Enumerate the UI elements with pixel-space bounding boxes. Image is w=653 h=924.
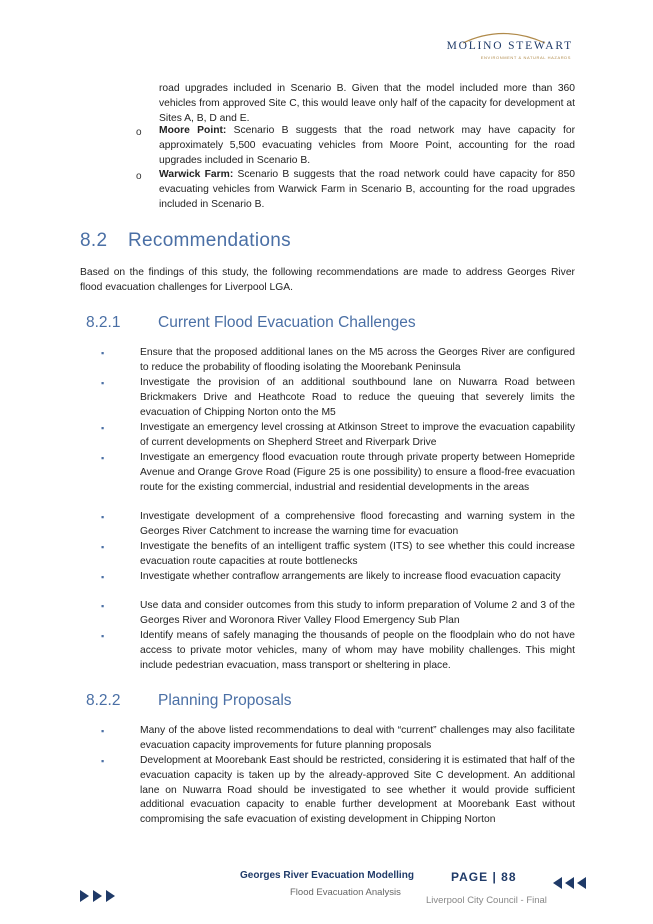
- bullet-marker: ▪: [101, 348, 105, 358]
- section-number: 8.2: [80, 230, 108, 251]
- back-arrows-icon: [553, 876, 589, 890]
- sub-bullet-heading: Moore Point:: [159, 125, 227, 136]
- bullet-marker: ▪: [101, 726, 105, 736]
- bullet-marker: ▪: [101, 542, 105, 552]
- logo-name: MOLINO STEWART: [446, 40, 573, 52]
- list-item: Development at Moorebank East should be restricted, considering it is estimated that half of the evacuation capacity is taken up by the already-approved Site C development. An additional lane on Nuwarra Road should be investigated to see whether it would provide sufficient additional evacuation capacity to enable further development at Moorebank East without compromising the safe evacuation of existing development in Chipping Norton: [140, 755, 575, 826]
- bullet-marker: ▪: [101, 512, 105, 522]
- footer-document-subtitle: Flood Evacuation Analysis: [290, 887, 401, 898]
- list-item: Use data and consider outcomes from this study to inform preparation of Volume 2 and 3 of the Georges River and Woronora River Valley Flood Emergency Sub Plan: [140, 600, 575, 626]
- footer-client: Liverpool City Council - Final: [426, 895, 547, 906]
- footer-document-title: Georges River Evacuation Modelling: [240, 870, 414, 881]
- page-number: PAGE | 88: [451, 870, 517, 884]
- subsection-title: Planning Proposals: [158, 692, 292, 709]
- bullet-marker: ▪: [101, 453, 105, 463]
- bullet-marker: ▪: [101, 631, 105, 641]
- bullet-marker: ▪: [101, 378, 105, 388]
- list-item: Identify means of safely managing the thousands of people on the floodplain who do not have access to private motor vehicles, many of whom may have mobility challenges. This might include pedestrian evacuation, mass transport or sheltering in place.: [140, 630, 575, 671]
- sub-bullet-moore-point: [159, 124, 575, 168]
- bullet-marker: ▪: [101, 572, 105, 582]
- bullet-marker: ▪: [101, 423, 105, 433]
- sub-bullet-marker: o: [136, 171, 142, 182]
- bullet-marker: ▪: [101, 756, 105, 766]
- section-title: Recommendations: [128, 230, 291, 251]
- sub-bullet-marker: o: [136, 127, 142, 138]
- section-intro: Based on the findings of this study, the following recommendations are made to address Georges River flood evacuation challenges for Liverpool LGA.: [80, 267, 575, 293]
- sub-bullet-text: Scenario B suggests that the road network could have capacity for 850 evacuating vehicles from Warwick Farm in Scenario B, accounting for the road upgrades included in Scenario B.: [159, 169, 575, 210]
- list-item: Ensure that the proposed additional lanes on the M5 across the Georges River are configured to reduce the probability of flooding isolating the Moorebank Peninsula: [140, 347, 575, 373]
- list-item: Investigate the benefits of an intelligent traffic system (ITS) to see whether this could increase evacuation route capacities at route bottlenecks: [140, 541, 575, 567]
- intro-continuation: road upgrades included in Scenario B. Given that the model included more than 360 vehicles from approved Site C, this would leave only half of the capacity for development at Sites A, B, D and E.: [159, 83, 575, 124]
- sub-bullet-heading: Warwick Farm:: [159, 169, 234, 180]
- sub-bullet-text: Scenario B suggests that the road network may have capacity for approximately 5,500 evacuating vehicles from Moore Point, accounting for the road upgrades included in Scenario B.: [159, 125, 575, 166]
- subsection-heading: [86, 314, 416, 332]
- logo-tagline: ENVIRONMENT & NATURAL HAZARDS: [480, 55, 571, 60]
- sub-bullet-warwick-farm: [159, 168, 575, 212]
- list-item: Investigate an emergency flood evacuation route through private property between Homepride Avenue and Orange Grove Road (Figure 25 is one possibility) to ensure a flood-free evacuation route for the existing commercial, industrial and residential developments in the areas: [140, 452, 575, 493]
- subsection-heading: [86, 692, 292, 710]
- list-item: Many of the above listed recommendations to deal with “current” challenges may also facilitate evacuation capacity improvements for future planning proposals: [140, 725, 575, 751]
- list-item: Investigate whether contraflow arrangements are likely to increase flood evacuation capacity: [140, 571, 561, 582]
- bullet-marker: ▪: [101, 601, 105, 611]
- subsection-number: 8.2.1: [86, 314, 121, 331]
- list-item: Investigate an emergency level crossing at Atkinson Street to improve the evacuation capability of current developments on Shepherd Street and Riverpark Drive: [140, 422, 575, 448]
- forward-arrows-icon: [80, 889, 120, 903]
- subsection-title: Current Flood Evacuation Challenges: [158, 314, 416, 331]
- company-logo: [433, 30, 573, 62]
- section-heading: [80, 230, 291, 252]
- subsection-number: 8.2.2: [86, 692, 121, 709]
- list-item: Investigate development of a comprehensive flood forecasting and warning system in the Georges River Catchment to increase the warning time for evacuation: [140, 511, 575, 537]
- list-item: Investigate the provision of an additional southbound lane on Nuwarra Road between Brickmakers Drive and Heathcote Road to reduce the queuing that severely limits the evacuation of Chipping Norton onto the M5: [140, 377, 575, 418]
